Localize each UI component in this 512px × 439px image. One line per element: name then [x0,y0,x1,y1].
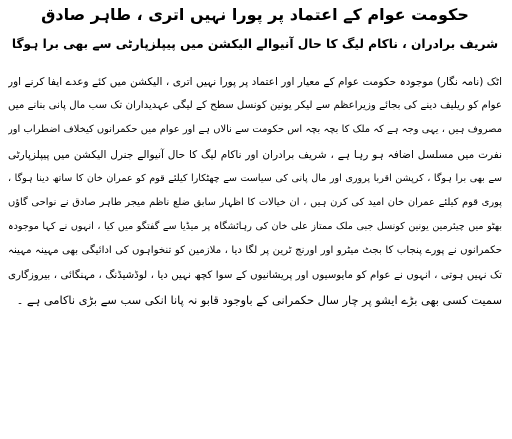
article-line: پوری قوم کیلئے عمران خان امید کی کرن ہیں ، ان خیالات کا اظہار سابق ضلع ناظم میجر طاہر صادق نے نواحی گاؤں [8,197,502,209]
headline-main: حکومت عوام کے اعتماد پر پورا نہیں اتری ، طاہر صادق [41,5,469,24]
article-line: عوام کو ریلیف دینے کی بجائے وزیراعظم سے لیکر یونین کونسل سطح کے لیگی عہدیداران تک سب مال پانی بنانے میں [8,100,502,112]
headline-secondary: شریف برادران ، ناکام لیگ کا حال آنیوالے الیکشن میں پیپلزپارٹی سے بھی برا ہوگا [11,37,499,51]
article-line: بھٹو میں چیئرمین یونین کونسل جبی ملک ممتاز علی خان کی رہائشگاہ پر میڈیا سے گفتگو میں کیا ، انہوں نے کہا موجودہ [8,221,502,233]
article-line: مصروف ہیں ، یہی وجہ ہے کہ ملک کا بچہ بچہ اس حکومت سے نالاں ہے اور عوام میں حکمرانوں کیخلاف اضطراب اور [8,124,502,136]
article-line: سمیت کسی بھی بڑے ایشو پر چار سال حکمرانی کے باوجود قابو نہ پانا انکی سب سے بڑی ناکامی ہے ۔ [16,292,502,307]
article-line: نفرت میں مسلسل اضافہ ہو رہا ہے ، شریف برادران اور ناکام لیگ کا حال آنیوالے جنرل الیکشن میں پیپلزپارٹی [8,148,502,161]
article-line: اٹک (نامہ نگار) موجودہ حکومت عوام کے معیار اور اعتماد پر پورا نہیں اتری ، الیکشن میں کئے وعدے ایفا کرنے اور [8,76,502,88]
article-line: سے بھی برا ہوگا ، کرپشن اقربا پروری اور مال پانی کی سیاست سے چھٹکارا کیلئے قوم کو عمران خان کا ساتھ دینا ہوگا ، [8,172,502,184]
article-line: تک نہیں ہوتی ، انہوں نے عوام کو مایوسیوں اور پریشانیوں کے سوا کچھ نہیں دیا ، لوڈشیڈنگ ، مہنگائی ، بیروزگاری [8,269,502,281]
article-body [8,70,502,312]
article-line: حکمرانوں نے پورے پنجاب کا بجٹ میٹرو اور اورنج ٹرین پر لگا دیا ، ملازمین کو تنخواہوں کی ادائیگی بھی مہینہ مہینہ [8,245,502,257]
